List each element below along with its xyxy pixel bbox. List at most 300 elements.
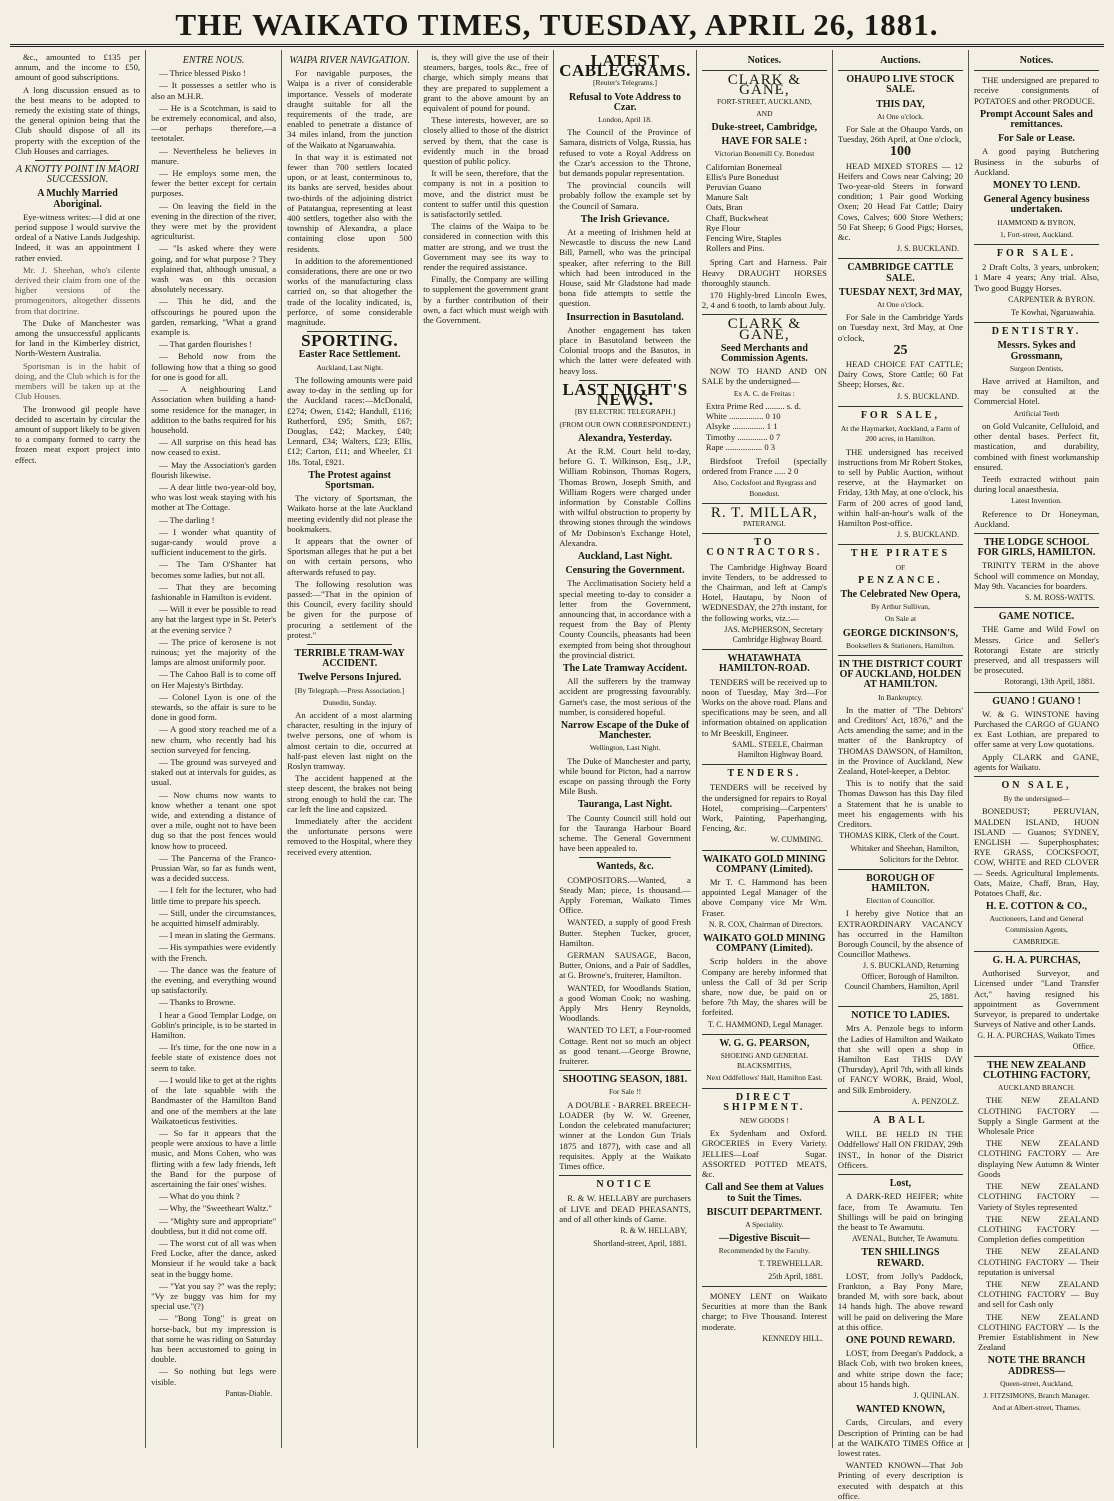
dateline: Wellington, Last Night. bbox=[589, 743, 661, 753]
entre-nous-item: — On leaving the field in the evening in the direction of the river, they were met by the provident agriculturist. bbox=[151, 200, 277, 242]
signature: S. M. ROSS-WATTS. bbox=[1025, 592, 1096, 602]
signature: J. S. BUCKLAND, Returning Officer, Borough of Hamilton. Council Chambers, Hamilton, April 25, 1881. bbox=[844, 961, 959, 1002]
subhead: Alexandra, Yesterday. bbox=[578, 432, 672, 444]
ad-subheading: NEW GOODS ! bbox=[739, 1116, 789, 1126]
ad-subheading: The Celebrated New Opera, bbox=[840, 588, 961, 600]
divider bbox=[702, 314, 827, 315]
signature: H. E. COTTON & CO., bbox=[986, 901, 1087, 913]
entre-nous-item: — Thrice blessed Pisko ! bbox=[159, 68, 246, 79]
column-2 bbox=[146, 50, 282, 1448]
ad-heading: FOR SALE. bbox=[996, 248, 1077, 260]
classified-ad: on Gold Vulcanite, Celluloid, and other dental bases. Perfect fit, mastication, and durability, combined with finest workmanship ensured. bbox=[973, 420, 1100, 472]
classified-ad: COMPOSITORS.—Wanted, a Steady Man; piece, 1s thousand.—Apply Foreman, Waikato Times Office. bbox=[559, 874, 691, 916]
divider bbox=[838, 1006, 963, 1007]
ad-subheading: TUESDAY NEXT, 3rd MAY, bbox=[838, 286, 962, 298]
subhead: Censuring the Government. bbox=[565, 565, 685, 577]
classified-ad: Teeth extracted without pain during local anaesthesia. bbox=[973, 473, 1100, 495]
wire-credit: [By Telegraph.—Press Association.] bbox=[294, 685, 405, 695]
address: 1, Fort-street, Auckland. bbox=[999, 229, 1074, 239]
article-text: In addition to the aforementioned considerations, there are one or two works of the manufacturing class carried on, so that altogether the trade of the locality indicated, is, perforce, of some considerable magnitude. bbox=[287, 255, 413, 328]
ad-subheading: Call and See them at Values to Suit the Times. bbox=[705, 1182, 824, 1204]
classified-ad: WANTED, for Woodlands Station, a good Woman Cook; no washing. Apply Mrs Henry Reynolds, Woodlands. bbox=[559, 982, 691, 1024]
subhead: Refusal to Vote Address to Czar. bbox=[569, 91, 682, 113]
column-5 bbox=[554, 50, 697, 1448]
ad-subheading: GEORGE DICKINSON'S, bbox=[842, 627, 958, 639]
dateline: London, April 18. bbox=[598, 115, 652, 125]
entre-nous-item: — I mean in slating the Germans. bbox=[159, 930, 276, 941]
wire-credit: (FROM OUR OWN CORRESPONDENT.) bbox=[559, 419, 691, 429]
ad-heading: PENZANCE. bbox=[858, 574, 943, 586]
entre-nous-items bbox=[151, 68, 276, 1387]
date: Rotorangi, 13th April, 1881. bbox=[1004, 677, 1096, 687]
column-3 bbox=[282, 50, 418, 1448]
ad-subheading: For Sale !! bbox=[609, 1087, 642, 1097]
classified-ad: A DARK-RED HEIFER; white face, from Te Awamutu. Ten Shillings will be paid on bringing the beast to Te Awamutu. bbox=[837, 1191, 963, 1232]
entre-nous-item: — That garden flourishes ! bbox=[159, 339, 252, 350]
entre-nous-item: — It possesses a settler who is also an M.H.R. bbox=[151, 80, 277, 101]
classified-ad: Have arrived at Hamilton, and may be consulted at the Commercial Hotel. bbox=[973, 376, 1100, 407]
divider bbox=[974, 607, 1099, 608]
product-list-item: Fencing Wire, Staples bbox=[705, 233, 782, 244]
divider bbox=[579, 857, 671, 858]
product-list-item: Californian Bonemeal bbox=[705, 161, 782, 172]
section-head-wanteds: Wanteds, &c. bbox=[596, 861, 654, 873]
classified-ad: BONEDUST; PERUVIAN, MALDEN ISLAND, HUON ISLAND — Guanos; SYDNEY, ENGLISH — Superphosphates; RYE GRASS, COCKSFOOT, COW, WHITE and RED CLOVER — Seeds. Agricultural Implements. Oats, Maize, Chaff, Bran, Hay, Potatoes Chaff, &c. bbox=[973, 806, 1100, 899]
classified-ad: R. & W. HELLABY are purchasers of LIVE and DEAD PHEASANTS, and of all other kinds of Game. bbox=[559, 1193, 691, 1224]
ad-heading: GAME NOTICE. bbox=[998, 611, 1075, 623]
ad-heading: ONE POUND REWARD. bbox=[845, 1334, 956, 1346]
product-list-item: Rollers and Pins. bbox=[705, 243, 765, 254]
entre-nous-item: — He is a Scotchman, is said to be extremely economical, and also,—or perhaps therefore,—a teetotaler. bbox=[151, 102, 277, 144]
classified-ad: MONEY LENT on Waikato Securities at more than the Bank charge; to Five Thousand. Interest moderate. bbox=[701, 1290, 827, 1332]
divider bbox=[838, 70, 963, 71]
classified-ad: Birdsfoot Trefoil (specially ordered from France ..... 2 0 bbox=[701, 455, 827, 477]
classified-ad: LOST, from Deegan's Paddock, a Black Cob, with two broken knees, and white stripe down the face; about 15 hands high. bbox=[837, 1348, 963, 1389]
ad-subheading: SHOEING AND GENERAL BLACKSMITHS, bbox=[720, 1051, 809, 1071]
ad-heading: CLARK & GANE, bbox=[727, 72, 801, 99]
ad-heading: BOROUGH OF HAMILTON. bbox=[866, 872, 935, 895]
headline-latest-cablegrams: LATEST CABLEGRAMS. bbox=[559, 51, 691, 81]
ad-heading: BISCUIT DEPARTMENT. bbox=[706, 1206, 822, 1218]
article-text: It will be seen, therefore, that the company is not in a position to move, and the district must be content to suffer until this question is satisfactorily settled. bbox=[423, 168, 549, 220]
article-text: Mr. J. Sheehan, who's cilente derived their claim from one of the higher versions of the promogenitors, altogether dissents from that doctrine. bbox=[15, 264, 141, 316]
article-text: is, they will give the use of their steamers, barges, tools &c., free of charge, which simply means that they are prepared to supplement a grant to the above amount by an equivalent of pound for pound. bbox=[423, 52, 549, 114]
entre-nous-item: — "Is asked where they were going, and for what purpose ? They explained that, although unusual, a wash was on this occasion absolutely necessary. bbox=[151, 243, 277, 295]
headline-knotty-point: A KNOTTY POINT IN MAORI SUCCESSION. bbox=[16, 164, 140, 186]
classified-ad: Cards, Circulars, and every Description of Printing can be had at the WAIKATO TIMES Office at lowest rates. bbox=[837, 1417, 963, 1458]
product-list bbox=[706, 162, 827, 254]
entre-nous-item: — The Tam O'Shanter hat becomes some ladies, but not all. bbox=[151, 559, 277, 580]
product-list-item: Peruvian Guano bbox=[705, 182, 762, 193]
divider bbox=[702, 764, 827, 765]
classified-ad: Scrip holders in the above Company are hereby informed that unless the Call of 3d per Scrip share, now due, be paid on or before 7th May, the shares will be forfeited. bbox=[701, 956, 827, 1018]
entre-nous-item: — He employs some men, the fewer the better except for certain purposes. bbox=[151, 168, 277, 199]
divider bbox=[974, 692, 1099, 693]
classified-ad: Authorised Surveyor, and Licensed under "Land Transfer Act," having resigned his appointment as Government Surveyor, is prepared to undertake Surveys of Native and other Lands. bbox=[973, 968, 1100, 1030]
ad-subheading: A Speciality. bbox=[745, 1219, 784, 1229]
classified-ad: A good paying Butchering Business in the suburbs of Auckland. bbox=[973, 146, 1100, 177]
article-text: It appears that the owner of Sportsman alleges that he put a bet on with certain persons, who afterwards refused to pay. bbox=[287, 535, 413, 577]
article-text: &c., amounted to £135 per annum, and the income to £50, amount of good subscriptions. bbox=[15, 52, 141, 83]
entre-nous-item: — The price of kerosene is not ruinous; yet the majority of the lamps are almost uniformly poor. bbox=[151, 636, 277, 668]
entre-nous-item: — Still, under the circumstances, he acquitted himself admirably. bbox=[151, 907, 277, 929]
section-head-notices: Notices. bbox=[747, 55, 782, 66]
classified-ad: Reference to Dr Honeyman, Auckland. bbox=[973, 508, 1100, 529]
article-text: The accident happened at the steep descent, the brakes not being strong enough to hold the car. The car left the line and capsized. bbox=[287, 773, 413, 814]
ad-heading: WHATAWHATA HAMILTON-ROAD. bbox=[718, 653, 810, 675]
product-list-item: Ellis's Pure Bonedust bbox=[705, 171, 780, 182]
column-6 bbox=[697, 50, 833, 1448]
ad-heading: IN THE DISTRICT COURT OF AUCKLAND, HOLDEN AT HAMILTON. bbox=[838, 658, 963, 691]
signature: T. C. HAMMOND, Legal Manager. bbox=[707, 1019, 823, 1029]
ad-heading: R. T. MILLAR, bbox=[710, 504, 818, 521]
classified-ad: TENDERS will be received by the undersigned for repairs to Royal Hotel, comprising—Carpenters' Work, Painting, Paperhanging, Fencing, &c. bbox=[701, 782, 827, 834]
classified-ad: HEAD CHOICE FAT CATTLE; Dairy Cows, Store Cattle; 60 Fat Sheep; Horses, &c. bbox=[837, 359, 963, 390]
classified-ad: W. & G. WINSTONE having Purchased the CARGO of GUANO ex East Lothian, are prepared to offer same at very Low quotations. bbox=[973, 708, 1100, 750]
ad-subheading: Messrs. Sykes and Grossmann, bbox=[997, 340, 1076, 362]
clothing-factory-line: THE NEW ZEALAND CLOTHING FACTORY — Supply a Single Garment at the Wholesale Price bbox=[977, 1095, 1100, 1137]
ad-heading: FOR SALE, bbox=[860, 409, 941, 421]
signature: J. QUINLAN. bbox=[913, 1390, 959, 1400]
subhead: Twelve Persons Injured. bbox=[298, 672, 402, 684]
article-text: The following amounts were paid away to-day in the settling up for the Auckland races:—McDonald, £274; Owen, £142; Handull, £116; Rutherford, £95; Smith, £67; Douglas, £42; Mackey, £40; Lennard, £34; Walters, £23; Ellis, £12; Carton, £11; and Wheeler, £1 18s. Total, £921. bbox=[287, 374, 413, 467]
ad-subheading: Seed Merchants and Commission Agents. bbox=[720, 342, 808, 365]
ad-heading: OHAUPO LIVE STOCK SALE. bbox=[846, 74, 955, 96]
entre-nous-item: — The worst cut of all was when Fred Locke, after the dance, asked Monsieur if he would take a back seat in the buggy home. bbox=[151, 1237, 277, 1279]
signature: Whitaker and Sheehan, Hamilton, Solicitors for the Debtor. bbox=[850, 844, 959, 864]
address: Booksellers & Stationers, Hamilton. bbox=[845, 640, 955, 650]
product-list-item: Rye Flour bbox=[705, 222, 741, 233]
subhead-married-aboriginal: A Muchly Married Aboriginal. bbox=[37, 188, 118, 210]
headline-entre-nous: ENTRE NOUS. bbox=[182, 55, 245, 66]
wire-credit: [Reuter's Telegrams.] bbox=[593, 78, 658, 88]
signature: THOMAS KIRK, Clerk of the Court. bbox=[839, 831, 959, 841]
signature: J. S. BUCKLAND. bbox=[896, 244, 959, 254]
signature: R. & W. HELLABY, bbox=[620, 1225, 687, 1235]
entre-nous-item: — Will it ever be possible to read any hat the largest type in St. Peter's at the evening service ? bbox=[151, 604, 277, 635]
classified-ad: A DOUBLE - BARREL BREECH-LOADER (by W. W. Greener, London the celebrated manufacturer; winner at the London Gun Trials 1875 and 1877), with case and all requisites. Apply at the Waikato Times office. bbox=[559, 1099, 691, 1171]
article-text: A long discussion ensued as to the best means to be adopted to remedy the existing state of things, the general opinion being that the Club should dispose of all its property with the exception of the Club Houses and carriages. bbox=[15, 84, 141, 156]
article-text: At a meeting of Irishmen held at Newcastle to discuss the new Land Bill, Parnell, who was the principal speaker, after referring to the Bill which had been introduced in the House, said Mr Gladstone had made bona fide attempts to settle the question. bbox=[559, 227, 691, 309]
signature: J. S. BUCKLAND. bbox=[896, 391, 959, 401]
clothing-factory-line: THE NEW ZEALAND CLOTHING FACTORY — Their reputation is universal bbox=[977, 1246, 1100, 1277]
classified-ad: Mr T. C. Hammond has been appointed Legal Manager of the above Company vice Mr Wm. Fraser. bbox=[701, 877, 827, 918]
classified-ad: WANTED, a supply of good Fresh Butter. Stephen Tucker, grocer, Hamilton. bbox=[559, 917, 691, 948]
ad-subheading: Recommended by the Faculty. bbox=[718, 1246, 810, 1256]
column-1 bbox=[10, 50, 146, 1448]
product-list-item: Manure Salt bbox=[705, 192, 749, 203]
ad-heading: Lost, bbox=[889, 1178, 912, 1190]
divider bbox=[702, 70, 827, 71]
legal-notice: This is to notify that the said Thomas Dawson has this Day filed a Statement that he is unable to meet his engagements with his Creditors. bbox=[837, 778, 963, 829]
ad-heading: THE PIRATES bbox=[850, 548, 951, 560]
clothing-factory-line: THE NEW ZEALAND CLOTHING FACTORY — Is the Premier Establishment in New Zealand bbox=[977, 1311, 1100, 1353]
classified-ad: Apply CLARK and GANE, agents for Waikato. bbox=[973, 751, 1100, 772]
classified-ad: For Sale at the Ohaupo Yards, on Tuesday, 26th April, at One o'clock, bbox=[837, 124, 963, 145]
classified-ad: TRINITY TERM in the above School will commence on Monday, May 9th. Vacancies for boarders. bbox=[973, 560, 1100, 591]
divider bbox=[838, 655, 963, 656]
ad-heading: SHOOTING SEASON, 1881. bbox=[562, 1074, 688, 1086]
signature: A. PENZOLZ. bbox=[911, 1096, 959, 1106]
headline-tramway-accident: TERRIBLE TRAM-WAY ACCIDENT. bbox=[294, 647, 405, 670]
divider bbox=[974, 322, 1099, 323]
divider bbox=[35, 160, 120, 161]
ad-heading: THE LODGE SCHOOL FOR GIRLS, HAMILTON. bbox=[977, 536, 1096, 559]
entre-nous-item: — Why, the "Sweetheart Waltz." bbox=[159, 1203, 272, 1214]
price-list-item: White ................ 0 10 bbox=[705, 411, 781, 422]
entre-nous-item: — The dance was the feature of the evening, and everything wound up satisfactorily. bbox=[151, 964, 277, 996]
ad-subheading: Latest Invention. bbox=[1011, 496, 1062, 506]
signature: T. TREWHELLAR. bbox=[758, 1258, 823, 1268]
ad-heading: TENDERS. bbox=[727, 768, 802, 780]
signature: KENNEDY HILL. bbox=[762, 1333, 823, 1343]
ad-heading: G. H. A. PURCHAS, bbox=[992, 955, 1081, 967]
ad-subheading: By Arthur Sullivan, bbox=[870, 602, 930, 612]
entre-nous-item: — Now chums now wants to know whether a tenant one spot wide, and extending a distance of over a mile, ought not to have been dug so that the post fences would know how to proceed. bbox=[151, 789, 277, 851]
divider bbox=[838, 869, 963, 870]
ad-heading: TO CONTRACTORS. bbox=[706, 537, 823, 559]
signature: J. S. BUCKLAND. bbox=[896, 530, 959, 540]
entre-nous-item: — Nevertheless he believes in manure. bbox=[151, 145, 277, 166]
entre-nous-item: — The ground was surveyed and staked out at intervals for guides, as usual. bbox=[151, 757, 277, 788]
entre-nous-item: — "Yat you say ?" was the reply; "Vy ze buggy vas him for my special use."(?) bbox=[151, 1280, 277, 1312]
divider bbox=[702, 1088, 827, 1089]
classified-ad: Spring Cart and Harness. Pair Heavy DRAUGHT HORSES thoroughly staunch. bbox=[701, 257, 827, 288]
ad-subheading: Artificial Teeth bbox=[1013, 408, 1060, 418]
divider bbox=[307, 644, 392, 645]
divider bbox=[974, 244, 1099, 245]
ad-heading: NOTICE bbox=[596, 1179, 654, 1191]
column-8 bbox=[969, 50, 1104, 1448]
legal-notice: In the matter of "The Debtors' and Creditors' Act, 1876," and the Acts amending the same; and in the matter of the Bankruptcy of THOMAS DAWSON, of Hamilton, in the Province of Auckland, New Zealand, Hotel-keeper, a Debtor. bbox=[837, 704, 963, 776]
article-text: The Duke of Manchester and party, while bound for Picton, had a narrow escape on passing through the Forty Mile Bush. bbox=[559, 755, 691, 797]
divider bbox=[838, 544, 963, 545]
entre-nous-item: — "Bong Tong" is great on horse-back, but my impression is that some he was riding on Saturday has been accustomed to going in double. bbox=[151, 1313, 277, 1365]
article-text: The provincial councils will probably follow the example set by the Council of Samara. bbox=[559, 180, 691, 211]
section-head-notices: Notices. bbox=[1019, 55, 1054, 66]
address: Te Kowhai, Ngaruawahia. bbox=[1011, 308, 1096, 318]
address: And at Albert-street, Thames. bbox=[992, 1403, 1081, 1413]
entre-nous-item: — The Pancerna of the Franco-Prussian War, so far as funds went, was a decided success. bbox=[151, 852, 277, 884]
section-head-auctions: Auctions. bbox=[880, 55, 921, 66]
classified-ad: THE undersigned are prepared to receive consignments of POTATOES and other PRODUCE. bbox=[973, 75, 1100, 106]
ad-heading: THE NEW ZEALAND CLOTHING FACTORY, bbox=[982, 1059, 1091, 1082]
ad-heading: TEN SHILLINGS REWARD. bbox=[861, 1247, 940, 1269]
ad-subheading: Prompt Account Sales and remittances. bbox=[980, 108, 1093, 131]
divider bbox=[974, 1056, 1099, 1057]
date: 25th April, 1881. bbox=[768, 1271, 823, 1281]
entre-nous-item: — It's time, for the one now in a feeble state of existence does not seem to take. bbox=[151, 1042, 277, 1073]
entre-nous-item: — I wonder what quantity of sugar-candy would prove a sufficient inducement to the girls. bbox=[151, 526, 277, 558]
ad-subheading: Victorian Bonemill Cy. Bonedust bbox=[714, 149, 815, 159]
divider bbox=[838, 1111, 963, 1112]
clothing-factory-line: THE NEW ZEALAND CLOTHING FACTORY — Completion defies competition bbox=[977, 1213, 1100, 1245]
entre-nous-item: — The darling ! bbox=[159, 514, 215, 525]
classified-ad: HEAD MIXED STORES — 12 Heifers and Cows near Calving; 20 Two-year-old Steers in forward condition; 1 Pair good Working Oxen; 20 Head Fat Cattle; Dairy Cows, Calves; 600 Store Wethers; 50 Fat Sheep; 6 Good Pigs; Horses, &c. bbox=[837, 160, 963, 243]
signature: JAS. McPHERSON, Secretary Cambridge Highway Board. bbox=[724, 624, 823, 644]
classified-ad: Mrs A. Penzole begs to inform the Ladies of Hamilton and Waikato that she will open a shop in Hamilton East THIS DAY (Thursday), April 7th, with all kinds of FANCY WORK, Braid, Wool, and Silk Embroidery. bbox=[837, 1023, 963, 1095]
classified-ad: LOST, from Jolly's Paddock, Frankton, a Bay Pony Mare, branded M, with sore back, about 14 hands high. The above reward will be paid on delivering the Mare at this office. bbox=[837, 1270, 963, 1332]
ad-heading: MONEY TO LEND. bbox=[992, 180, 1081, 192]
article-text: The County Council still hold out for the Tauranga Harbour Board scheme. The General Government have been appealed to. bbox=[559, 812, 691, 854]
newspaper-page bbox=[10, 0, 1104, 1501]
ad-heading: ON SALE, bbox=[1001, 779, 1072, 791]
entre-nous-item: — So nothing but legs were visible. bbox=[151, 1366, 277, 1387]
dateline: Dunedin, Sunday. bbox=[322, 697, 377, 707]
subhead: Easter Race Settlement. bbox=[298, 349, 401, 361]
clothing-factory-lines bbox=[978, 1095, 1099, 1352]
classified-ad: WANTED TO LET, a Four-roomed Cottage. Rent not so much an object as good tenant.—George Browne, fruiterer. bbox=[559, 1025, 691, 1067]
ad-subheading: At One o'clock. bbox=[876, 300, 924, 310]
ad-heading: A BALL bbox=[873, 1115, 928, 1127]
ad-heading: DENTISTRY. bbox=[991, 326, 1082, 338]
address: Duke-street, Cambridge, bbox=[711, 122, 818, 134]
ad-heading: CLARK & GANE, bbox=[727, 316, 801, 343]
article-text: Eye-witness writes:—I did at one period suppose I would survive the ordeal of a Native Lands Judgeship. Indeed, it was an appointment I rather envied. bbox=[15, 211, 141, 263]
classified-ad: GERMAN SAUSAGE, Bacon, Butter, Onions, and a Pair of Saddles, at G. Browne's, fruiterer, Hamilton. bbox=[559, 950, 691, 981]
entre-nous-item: — This he did, and the offscourings he poured upon the garden, remarking, "What a grand example is. bbox=[151, 296, 277, 338]
subhead: Insurrection in Basutoland. bbox=[566, 311, 684, 323]
divider bbox=[974, 70, 1099, 71]
ad-lead: HAVE FOR SALE : bbox=[721, 136, 808, 148]
ad-subheading: At One o'clock. bbox=[876, 111, 924, 121]
columns bbox=[10, 50, 1104, 1501]
address: Next Oddfellows' Hall, Hamilton East. bbox=[706, 1073, 823, 1083]
signature: Pantas-Diable. bbox=[225, 1388, 273, 1398]
ad-heading: For Sale or Lease. bbox=[998, 133, 1075, 145]
dateline: Auckland, Last Night. bbox=[316, 362, 383, 372]
article-text: The following resolution was passed:—"That in the opinion of this Council, every facility should be given for the purpose of procuring a settlement of the protest." bbox=[287, 578, 413, 640]
classified-ad: WANTED KNOWN—That Job Printing of every description is executed with despatch at this office. bbox=[837, 1460, 963, 1501]
ad-subheading: AUCKLAND BRANCH. bbox=[997, 1083, 1076, 1093]
lot-count: 25 bbox=[893, 342, 908, 358]
classified-ad: 170 Highly-bred Lincoln Ewes, 2, 4 and 6 tooth, to lamb about July. bbox=[701, 290, 827, 311]
ad-subheading: In Bankruptcy. bbox=[878, 692, 923, 702]
price-list-item: Rape ................. 0 3 bbox=[705, 441, 776, 452]
divider bbox=[702, 649, 827, 650]
address: Shortland-street, April, 1881. bbox=[593, 1239, 687, 1249]
article-text: At the R.M. Court held to-day, before G. T. Wilkinson, Esq., J.P., William Robinson, Thomas Rogers, Thomas Brown, Joseph Smith, and William Rogers were charged under information by Constable Collins with wilful obstruction to property by throwing stones through the windows of Mr Dobinson's Exchange Hotel, Alexandra. bbox=[559, 445, 691, 548]
classified-ad: For Sale in the Cambridge Yards on Tuesday next, 3rd May, at One o'clock, bbox=[837, 312, 963, 343]
article-text: Sportsman is in the habit of doing, and the Club which is for the members will be taken up at the Club Houses. bbox=[15, 360, 141, 402]
column-4 bbox=[418, 50, 554, 1448]
divider bbox=[974, 533, 1099, 534]
clothing-factory-line: THE NEW ZEALAND CLOTHING FACTORY — Buy and sell for Cash only bbox=[977, 1278, 1100, 1310]
address: PATERANGI. bbox=[742, 518, 786, 528]
ad-subheading: Also, Cocksfoot and Ryegrass and Bonedust. bbox=[712, 478, 816, 498]
entre-nous-item: — Behold now from the following how that a thing so good for one is good for all. bbox=[151, 351, 277, 382]
product-list-item: Oats, Bran bbox=[705, 202, 743, 213]
subhead: Narrow Escape of the Duke of Manchester. bbox=[560, 719, 690, 742]
article-text: The Council of the Province of Samara, districts of Volga, Russia, has refused to vote a Royal Address on the Czar's accession to the Throne, but demands popular representation. bbox=[559, 127, 691, 179]
address: Queen-street, Auckland, bbox=[1000, 1378, 1073, 1388]
clothing-factory-line: THE NEW ZEALAND CLOTHING FACTORY — Variety of Styles represented bbox=[977, 1181, 1100, 1212]
price-list-item: Extra Prime Red ......... s. d. bbox=[705, 400, 801, 411]
entre-nous-item: — What do you think ? bbox=[159, 1191, 240, 1202]
ad-heading: WAIKATO GOLD MINING COMPANY (Limited). bbox=[703, 933, 826, 955]
ad-subheading: Surgeon Dentists, bbox=[1009, 363, 1064, 373]
ad-heading: DIRECT SHIPMENT. bbox=[723, 1091, 806, 1113]
price-list-item: Timothy .............. 0 7 bbox=[705, 431, 781, 442]
address: AND bbox=[756, 108, 773, 118]
divider bbox=[559, 1070, 691, 1071]
ad-subheading: Ex A. C. de Freitas : bbox=[733, 388, 795, 398]
signature: SAML. STEELE, Chairman Hamilton Highway Board. bbox=[732, 739, 823, 759]
article-text: The claims of the Waipa to be considered in connection with this matter are strong, and we trust the Government may see its way to render the required assistance. bbox=[423, 221, 549, 273]
signature: G. H. A. PURCHAS, Waikato Times Office. bbox=[977, 1031, 1096, 1051]
entre-nous-item: — So far it appears that the people were anxious to have a little music, and Mons Cohen, who was flirting with a few lady friends, left the Band for the purpose of ascertaining the fair ones' wishes. bbox=[151, 1127, 277, 1189]
divider bbox=[838, 1174, 963, 1175]
entre-nous-item: — Thanks to Browne. bbox=[159, 997, 236, 1008]
divider bbox=[974, 776, 1099, 777]
entre-nous-item: — Colonel Lyon is one of the stewards, so the affair is sure to be done in good form. bbox=[151, 691, 277, 723]
ad-heading: GUANO ! GUANO ! bbox=[992, 695, 1081, 707]
signature: HAMMOND & BYRON, bbox=[997, 217, 1076, 227]
divider bbox=[559, 1175, 691, 1176]
classified-ad: THE Game and Wild Fowl on Messrs. Grice and Seller's Rotorangi Estate are strictly preserved, and all trespassers will be prosecuted. bbox=[973, 624, 1100, 676]
divider bbox=[702, 1034, 827, 1035]
article-text: All the sufferers by the tramway accident are progressing favourably. Garnet's case, the most serious of the number, is considered hopeful. bbox=[559, 676, 691, 717]
classified-ad: TENDERS will be received up to noon of Tuesday, May 3rd—For Works on the above road. Plans and specifications may be seen, and all information obtained on application to Mr Beeskill, Engineer. bbox=[701, 676, 827, 738]
headline-waipa-river: WAIPA RIVER NAVIGATION. bbox=[289, 55, 410, 66]
lot-count: 100 bbox=[889, 144, 911, 160]
signature: CARPENTER & BYRON. bbox=[1008, 294, 1096, 304]
article-text: The victory of Sportsman, the Waikato horse at the late Auckland meeting evidently did not please the bookmakers. bbox=[287, 493, 413, 534]
article-text: In that way it is estimated not fewer than 700 settlers located upon, or at least, conterminous to, its banks are served, besides about two-thirds of the adjoining district of Patatangua, representing at least 400 settlers, together also with the township of Alexandra, a place containing close upon 500 residents. bbox=[287, 151, 413, 254]
ad-heading: W. G. G. PEARSON, bbox=[719, 1037, 810, 1049]
headline-last-nights-news: LAST NIGHT'S NEWS. bbox=[562, 379, 688, 410]
address: CAMBRIDGE. bbox=[1013, 936, 1060, 946]
subhead: Auckland, Last Night. bbox=[577, 550, 673, 562]
address: FORT-STREET, AUCKLAND, bbox=[716, 96, 812, 106]
article-text: The Acclimatisation Society held a special meeting to-day to consider a letter from the Government, announcing that, in accordance with a request from the Bay of Plenty County Councils, pheasants had been exempted from being shot throughout the provincial district. bbox=[559, 578, 691, 660]
article-text: Another engagement has taken place in Basutoland between the Colonial troops and the Basutos, in which the latter were defeated with heavy loss. bbox=[559, 324, 691, 376]
ad-heading: General Agency business undertaken. bbox=[983, 194, 1090, 216]
divider bbox=[702, 503, 827, 504]
entre-nous-item: I hear a Good Templar Lodge, on Goblin's principle, is to be started in Hamilton. bbox=[151, 1009, 277, 1041]
ad-heading: NOTICE TO LADIES. bbox=[851, 1010, 950, 1022]
entre-nous-item: — I felt for the lecturer, who had little time to prepare his speech. bbox=[151, 885, 277, 906]
ad-heading: WANTED KNOWN, bbox=[855, 1404, 945, 1416]
price-list bbox=[706, 401, 827, 452]
divider bbox=[702, 850, 827, 851]
entre-nous-item: — All surprise on this head has now ceased to exist. bbox=[151, 437, 277, 458]
article-text: Immediately after the accident the unfortunate persons were removed to the Hospital, where they received every attention. bbox=[287, 816, 413, 857]
masthead-title: THE WAIKATO TIMES, TUESDAY, APRIL 26, 1881. bbox=[10, 6, 1104, 47]
divider bbox=[974, 951, 1099, 952]
article-text: For navigable purposes, the Waipa is a river of considerable importance. Vessels of moderate draught suitable for all the requirements of the trade, are enabled to penetrate a distance of 34 miles inland, from the junction of the Waikato at Ngaruawahia. bbox=[287, 68, 413, 150]
entre-nous-item: — A good story reached me of a new chum, who recently had his section surveyed for fencing. bbox=[151, 724, 277, 755]
ad-heading: CAMBRIDGE CATTLE SALE. bbox=[847, 262, 954, 284]
ad-subheading: By the undersigned— bbox=[1003, 794, 1070, 804]
legal-notice: I hereby give Notice that an EXTRAORDINARY VACANCY has occurred in the Hamilton Borough Council, by the absence of Councillor Mathews. bbox=[837, 908, 963, 960]
article-text: An accident of a most alarming character, resulting in the injury of twelve persons, one of whom is almost certain to die, occurred at half-past eleven last night on the Roslyn tramway. bbox=[287, 709, 413, 771]
signature: W. CUMMING. bbox=[770, 835, 823, 845]
article-text: The Duke of Manchester was among the unsuccessful applicants for land in the Kimberley district, North-Western Australia. bbox=[15, 317, 141, 359]
divider bbox=[838, 406, 963, 407]
ad-subheading: On Sale at bbox=[884, 614, 917, 624]
column-7 bbox=[833, 50, 969, 1501]
ad-subheading: Auctioneers, Land and General Commission Agents, bbox=[989, 914, 1084, 934]
article-text: The Ironwood gil people have decided to ascertain by circular the amount of support likely to be given to a company formed to carry the frozen meat export project into effect. bbox=[15, 403, 141, 465]
subhead: The Irish Grievance. bbox=[580, 213, 670, 225]
ad-subheading: —Digestive Biscuit— bbox=[718, 1233, 810, 1245]
entre-nous-item: — A dear little two-year-old boy, who was lost weak staying with his mother at The Cottage. bbox=[151, 481, 277, 513]
ad-subheading: THIS DAY, bbox=[876, 98, 925, 110]
classified-ad: WILL BE HELD IN THE Oddfellows' Hall ON FRIDAY, 29th INST., In honor of the District Officers. bbox=[837, 1129, 963, 1170]
divider bbox=[702, 1286, 827, 1287]
subhead: The Protest against Sportsman. bbox=[308, 469, 391, 491]
